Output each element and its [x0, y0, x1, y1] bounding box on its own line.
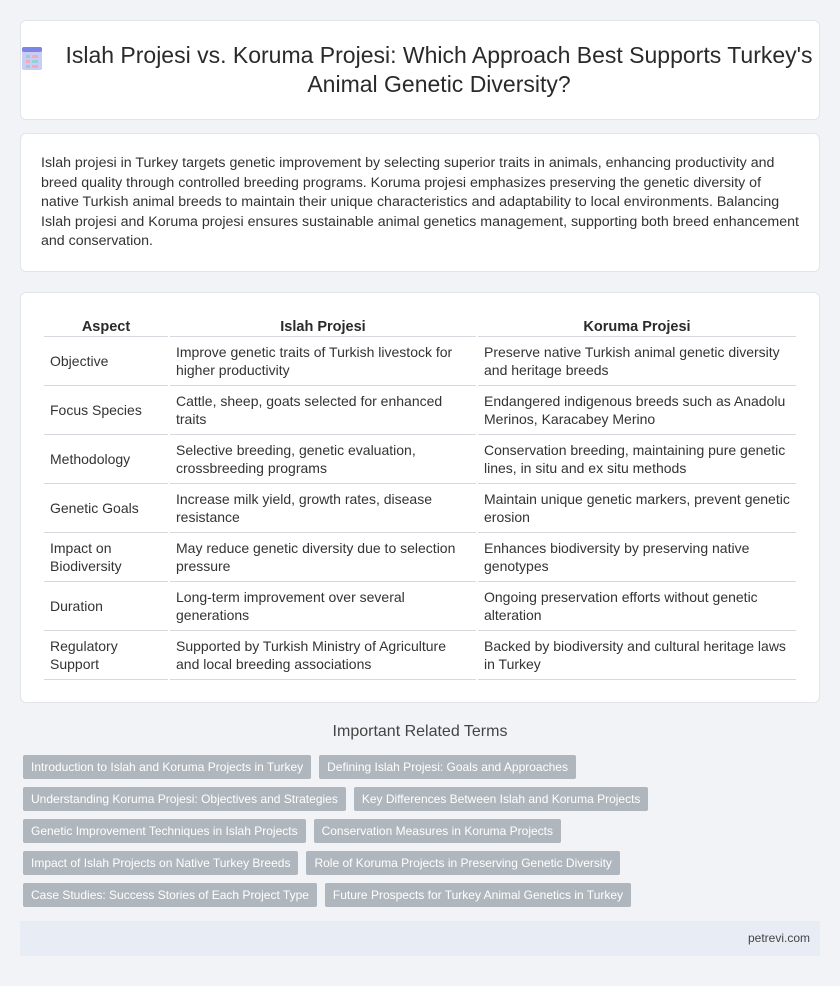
term-tag[interactable]: Role of Koruma Projects in Preserving Genetic Diversity — [306, 851, 619, 875]
cell-aspect: Focus Species — [44, 386, 168, 435]
cell-koruma: Conservation breeding, maintaining pure genetic lines, in situ and ex situ methods — [478, 435, 796, 484]
cell-koruma: Enhances biodiversity by preserving native genotypes — [478, 533, 796, 582]
cell-koruma: Maintain unique genetic markers, prevent genetic erosion — [478, 484, 796, 533]
header-islah: Islah Projesi — [170, 313, 476, 337]
term-tag[interactable]: Understanding Koruma Projesi: Objectives and Strategies — [23, 787, 346, 811]
title-wrap — [21, 41, 819, 99]
intro-text: Islah projesi in Turkey targets genetic improvement by selecting superior traits in animals, enhancing productivity and breed quality through controlled breeding programs. Koruma projesi emphasizes preserving the genetic diversity of native Turkish animal breeds to maintain their unique characteristics and adaptability to local environments. Balancing Islah projesi and Koruma projesi ensures sustainable animal genetics management, supporting both breed enhancement and conservation. — [41, 155, 799, 250]
cell-islah: Improve genetic traits of Turkish livestock for higher productivity — [170, 337, 476, 386]
header-koruma: Koruma Projesi — [478, 313, 796, 337]
footer-site-link[interactable]: petrevi.com — [747, 931, 810, 945]
cell-islah: Cattle, sheep, goats selected for enhanced traits — [170, 386, 476, 435]
document-icon — [21, 45, 43, 71]
cell-aspect: Regulatory Support — [44, 631, 168, 680]
term-tag[interactable]: Key Differences Between Islah and Koruma Projects — [354, 787, 649, 811]
cell-islah: Supported by Turkish Ministry of Agriculture and local breeding associations — [170, 631, 476, 680]
term-tag[interactable]: Case Studies: Success Stories of Each Project Type — [23, 883, 317, 907]
cell-koruma: Ongoing preservation efforts without genetic alteration — [478, 582, 796, 631]
related-terms-list — [23, 755, 823, 915]
term-tag[interactable]: Conservation Measures in Koruma Projects — [314, 819, 561, 843]
table-row — [44, 533, 796, 582]
cell-koruma: Backed by biodiversity and cultural heritage laws in Turkey — [478, 631, 796, 680]
page-title: Islah Projesi vs. Koruma Projesi: Which Approach Best Supports Turkey's Animal Genetic Diversity? — [65, 42, 813, 97]
table-header-row — [44, 313, 796, 337]
term-row — [23, 755, 823, 779]
cell-aspect: Objective — [44, 337, 168, 386]
term-row — [23, 787, 823, 811]
cell-aspect: Methodology — [44, 435, 168, 484]
cell-islah: Long-term improvement over several generations — [170, 582, 476, 631]
header-card — [20, 20, 820, 120]
table-row — [44, 337, 796, 386]
cell-aspect: Impact on Biodiversity — [44, 533, 168, 582]
cell-aspect: Duration — [44, 582, 168, 631]
term-row — [23, 883, 823, 907]
cell-koruma: Endangered indigenous breeds such as Anadolu Merinos, Karacabey Merino — [478, 386, 796, 435]
cell-koruma: Preserve native Turkish animal genetic diversity and heritage breeds — [478, 337, 796, 386]
term-row — [23, 819, 823, 843]
cell-islah: Selective breeding, genetic evaluation, crossbreeding programs — [170, 435, 476, 484]
related-terms-title: Important Related Terms — [332, 723, 508, 740]
cell-islah: Increase milk yield, growth rates, disease resistance — [170, 484, 476, 533]
term-row — [23, 851, 823, 875]
term-tag[interactable]: Genetic Improvement Techniques in Islah Projects — [23, 819, 306, 843]
cell-aspect: Genetic Goals — [44, 484, 168, 533]
header-aspect: Aspect — [44, 313, 168, 337]
comparison-card — [20, 292, 820, 703]
term-tag[interactable]: Future Prospects for Turkey Animal Genetics in Turkey — [325, 883, 631, 907]
cell-islah: May reduce genetic diversity due to selection pressure — [170, 533, 476, 582]
table-row — [44, 582, 796, 631]
term-tag[interactable]: Defining Islah Projesi: Goals and Approaches — [319, 755, 576, 779]
intro-card — [20, 133, 820, 272]
comparison-table — [42, 313, 798, 680]
table-row — [44, 435, 796, 484]
footer — [20, 921, 820, 956]
term-tag[interactable]: Introduction to Islah and Koruma Projects in Turkey — [23, 755, 311, 779]
table-row — [44, 484, 796, 533]
term-tag[interactable]: Impact of Islah Projects on Native Turkey Breeds — [23, 851, 298, 875]
table-row — [44, 631, 796, 680]
table-row — [44, 386, 796, 435]
